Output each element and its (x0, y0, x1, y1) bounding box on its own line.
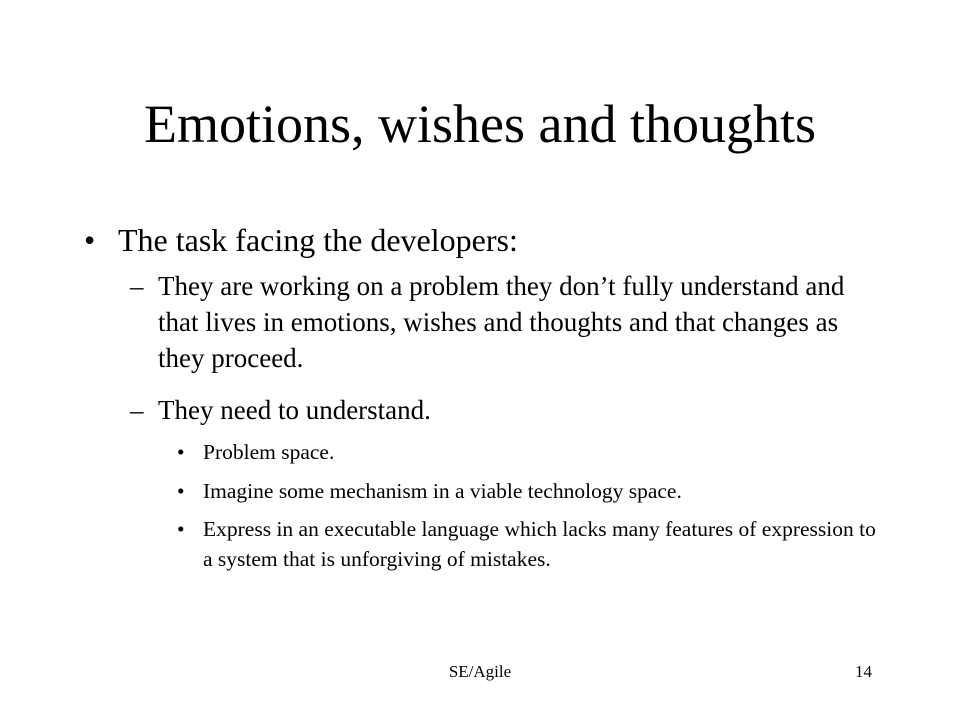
sub-bullet-text: They are working on a problem they don’t fully understand and that lives in emotions, wishes and thoughts and that changes as they proceed. (158, 271, 845, 373)
main-bullet-text: The task facing the developers: (118, 222, 518, 258)
page-number: 14 (855, 662, 872, 681)
sub-bullet (130, 392, 850, 428)
bullet-icon: • (177, 517, 185, 541)
sub-bullet (130, 268, 850, 376)
detail-bullet (177, 514, 877, 574)
dash-icon: – (130, 395, 144, 425)
footer-label: SE/Agile (448, 662, 512, 681)
bullet-icon: • (84, 222, 96, 258)
detail-bullet-text: Problem space. (203, 440, 335, 464)
bullet-icon: • (177, 440, 185, 464)
bullet-icon: • (177, 479, 185, 503)
sub-bullet-text: They need to understand. (158, 395, 431, 425)
detail-bullet-text: Express in an executable language which lacks many features of expression to a system that is unforgiving of mistakes. (203, 517, 876, 571)
slide-title: Emotions, wishes and thoughts (144, 94, 816, 154)
detail-bullet (177, 437, 877, 467)
detail-bullet-text: Imagine some mechanism in a viable technology space. (203, 479, 682, 503)
detail-bullet (177, 476, 877, 506)
dash-icon: – (130, 271, 144, 301)
